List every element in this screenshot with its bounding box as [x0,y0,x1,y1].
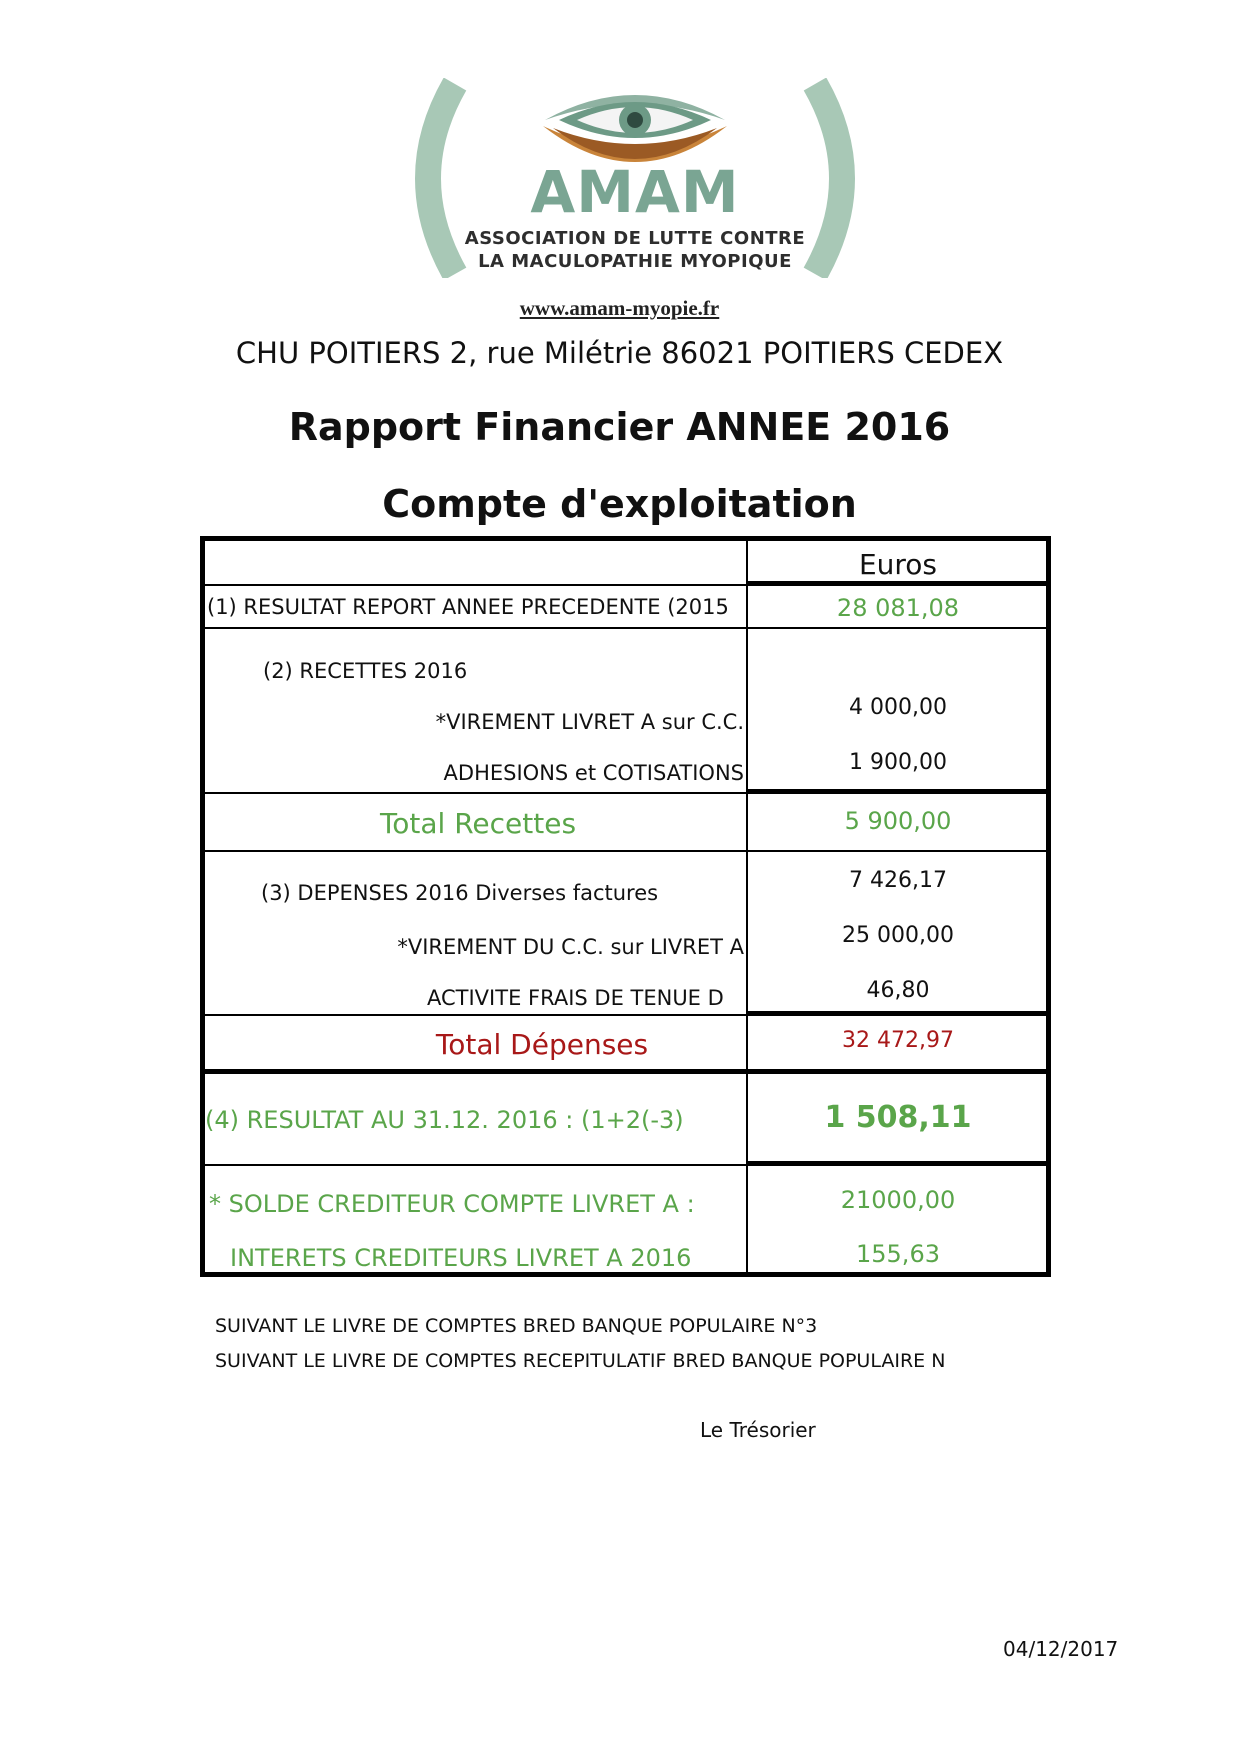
report-value: 28 081,08 [836,594,960,622]
signature-label: Le Trésorier [700,1418,816,1442]
resultat-value-cell [746,1072,1051,1166]
report-label: (1) RESULTAT REPORT ANNEE PRECEDENTE (2015 [207,595,729,619]
recettes-item-label: *VIREMENT LIVRET A sur C.C. [435,710,744,734]
financial-table [200,536,1051,1277]
total-depenses-label: Total Dépenses [435,1028,649,1061]
total-recettes-label: Total Recettes [379,807,577,840]
resultat-label: (4) RESULTAT AU 31.12. 2016 : (1+2(-3) [205,1106,684,1134]
livret-label-block [200,1164,748,1277]
recettes-item-label: ADHESIONS et COTISATIONS [443,761,744,785]
total-recettes-value-cell [746,792,1051,852]
depenses-item-value: 7 426,17 [849,868,947,893]
recettes-item-value: 4 000,00 [849,695,947,720]
amam-logo [395,78,875,278]
website-link[interactable]: www.amam-myopie.fr [519,296,720,320]
total-recettes-value: 5 900,00 [844,807,952,835]
recettes-heading: (2) RECETTES 2016 [263,659,468,683]
depenses-item-value: 46,80 [866,978,930,1003]
recettes-item-value: 1 900,00 [849,750,947,775]
recettes-label-block [200,627,748,794]
report-row [200,584,748,629]
depenses-item-value: 25 000,00 [842,923,954,948]
interets-livret-label: INTERETS CREDITEURS LIVRET A 2016 [230,1244,692,1272]
interets-livret-value: 155,63 [856,1240,940,1268]
header-currency-cell [746,536,1051,586]
solde-livret-value: 21000,00 [840,1186,956,1214]
resultat-row [200,1072,748,1166]
total-recettes-row [200,792,748,852]
note-line: SUIVANT LE LIVRE DE COMPTES RECEPITULATIF BRED BANQUE POPULAIRE N [215,1350,946,1372]
recettes-value-block [746,627,1051,794]
depenses-item-label: ACTIVITE FRAIS DE TENUE D [427,986,724,1010]
note-line: SUIVANT LE LIVRE DE COMPTES BRED BANQUE POPULAIRE N°3 [215,1315,818,1337]
livret-value-block [746,1164,1051,1277]
address: CHU POITIERS 2, rue Milétrie 86021 POITIERS CEDEX [235,336,1004,370]
depenses-item-label: *VIREMENT DU C.C. sur LIVRET A [397,935,744,959]
total-depenses-row [200,1014,748,1074]
page-subtitle: Compte d'exploitation [382,482,857,526]
logo-name: AMAM [530,158,740,226]
header-label-cell [200,536,748,586]
depenses-value-block [746,850,1051,1016]
total-depenses-value-cell [746,1014,1051,1074]
document-date: 04/12/2017 [1003,1637,1119,1661]
logo-tagline-line2: LA MACULOPATHIE MYOPIQUE [478,251,792,272]
depenses-item-label: (3) DEPENSES 2016 Diverses factures [261,881,659,905]
solde-livret-label: * SOLDE CREDITEUR COMPTE LIVRET A : [209,1190,695,1218]
report-value-cell [746,584,1051,629]
logo-tagline-line1: ASSOCIATION DE LUTTE CONTRE [464,228,806,249]
page-title: Rapport Financier ANNEE 2016 [288,405,951,449]
currency-header: Euros [858,548,938,581]
depenses-label-block [200,850,748,1016]
resultat-value: 1 508,11 [824,1100,972,1135]
total-depenses-value: 32 472,97 [842,1028,954,1053]
